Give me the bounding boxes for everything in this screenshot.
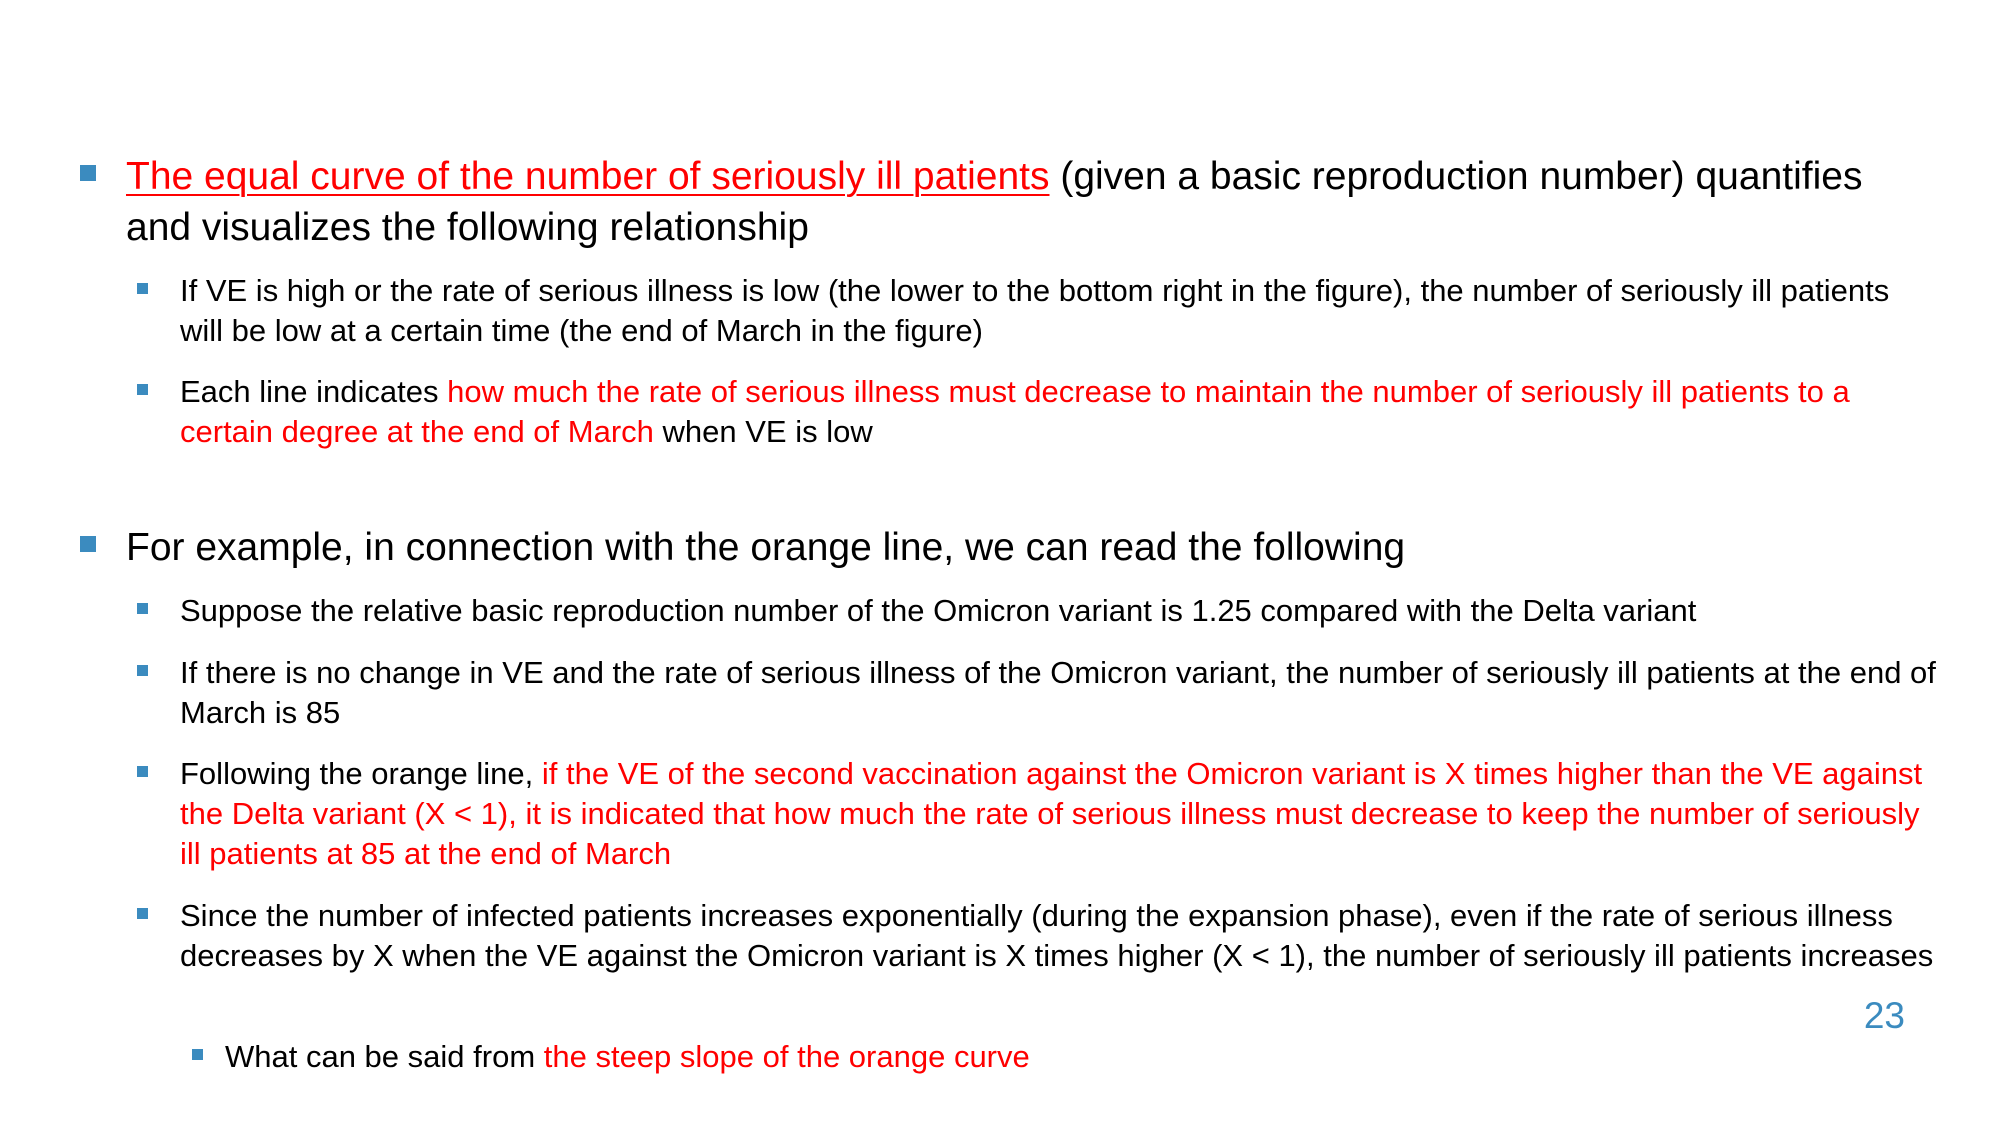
bullet-ve-high	[180, 271, 1940, 351]
bullet-exponential	[180, 896, 1940, 976]
bullet-each-line	[180, 372, 1940, 452]
bullet-for-example	[126, 522, 1926, 573]
square-bullet-icon	[137, 384, 148, 395]
bullet-text: Since the number of infected patients increases exponentially (during the expansion phase), even if the rate of serious illness decreases by X when the VE against the Omicron variant is X times higher (X < 1), the number of seriously ill patients increases	[180, 898, 1934, 973]
square-bullet-icon	[80, 165, 96, 181]
bullet-text: (given a basic reproduction number) quantifies and visualizes the following relationship	[126, 155, 1863, 249]
bullet-text: Each line indicates	[180, 374, 448, 409]
bullet-equal-curve	[126, 151, 1926, 253]
bullet-text: What can be said from	[225, 1039, 544, 1074]
square-bullet-icon	[137, 766, 148, 777]
square-bullet-icon	[137, 665, 148, 676]
highlight-text: if the VE of the second vaccination against the Omicron variant is X times higher than the VE against the Delta variant (X < 1), it is indicated that how much the rate of serious illness must decrease to keep the number of seriously ill patients at 85 at the end of March	[180, 756, 1923, 871]
bullet-suppose	[180, 591, 1940, 631]
square-bullet-icon	[137, 603, 148, 614]
bullet-text: Following the orange line,	[180, 756, 542, 791]
highlight-text: how much the rate of serious illness must decrease to maintain the number of seriously ill patients to a certain degree at the end of March	[180, 374, 1850, 449]
bullet-text: If VE is high or the rate of serious illness is low (the lower to the bottom right in the figure), the number of seriously ill patients will be low at a certain time (the end of March in the figure)	[180, 273, 1890, 348]
highlight-text: the steep slope of the orange curve	[543, 1039, 1030, 1074]
highlight-text: The equal curve of the number of seriously ill patients	[126, 155, 1050, 198]
page-number: 23	[1863, 995, 1905, 1036]
bullet-text: Suppose the relative basic reproduction number of the Omicron variant is 1.25 compared with the Delta variant	[180, 593, 1697, 628]
bullet-no-change	[180, 653, 1940, 733]
bullet-steep-slope	[225, 1037, 1925, 1077]
bullet-following-orange	[180, 754, 1940, 874]
square-bullet-icon	[80, 536, 96, 552]
square-bullet-icon	[137, 283, 148, 294]
bullet-text: when VE is low	[653, 414, 873, 449]
bullet-text: If there is no change in VE and the rate of serious illness of the Omicron variant, the number of seriously ill patients at the end of March is 85	[180, 655, 1936, 730]
square-bullet-icon	[137, 908, 148, 919]
square-bullet-icon	[192, 1049, 203, 1060]
bullet-text: For example, in connection with the orange line, we can read the following	[126, 526, 1406, 569]
